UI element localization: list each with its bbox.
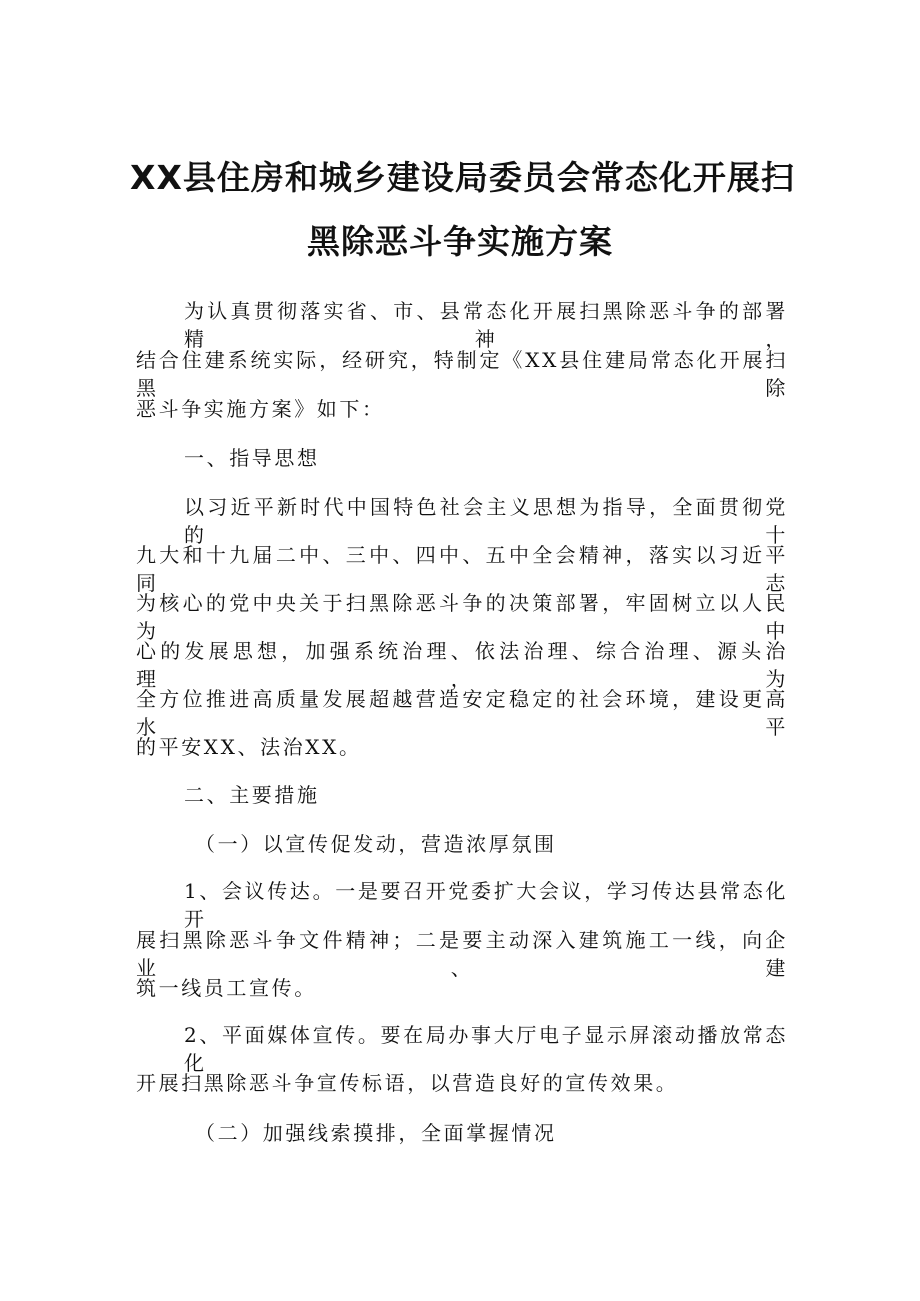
section-heading-guiding-ideology: 一、指导思想 — [184, 446, 320, 470]
measure-2-line-2: 开展扫黑除恶斗争宣传标语，以营造良好的宣传效果。 — [136, 1071, 679, 1095]
subsection-heading-1: （一）以宣传促发动，营造浓厚氛围 — [195, 832, 557, 856]
intro-line-3: 恶斗争实施方案》如下： — [136, 397, 385, 421]
measure-1-line-1: 1、会议传达。一是要召开党委扩大会议，学习传达县常态化开 — [184, 879, 788, 931]
measure-2-line-1: 2、平面媒体宣传。要在局办事大厅电子显示屏滚动播放常态化 — [184, 1023, 788, 1075]
title-line-2: 黑除恶斗争实施方案 — [307, 222, 613, 261]
title-line-1: XX县住房和城乡建设局委员会常态化开展扫 — [130, 158, 795, 197]
subsection-heading-2: （二）加强线索摸排，全面掌握情况 — [195, 1121, 557, 1145]
guiding-line-5: 全方位推进高质量发展超越营造安定稳定的社会环境，建设更高水平 — [136, 687, 788, 739]
intro-line-1: 为认真贯彻落实省、市、县常态化开展扫黑除恶斗争的部署精神， — [184, 299, 788, 351]
measure-1-line-2: 展扫黑除恶斗争文件精神；二是要主动深入建筑施工一线，向企业、建 — [136, 928, 788, 980]
guiding-line-6: 的平安XX、法治XX。 — [136, 735, 362, 759]
guiding-line-1: 以习近平新时代中国特色社会主义思想为指导，全面贯彻党的十 — [184, 495, 788, 547]
guiding-line-3: 为核心的党中央关于扫黑除恶斗争的决策部署，牢固树立以人民为中 — [136, 591, 788, 643]
document-title — [130, 146, 795, 274]
guiding-line-2: 九大和十九届二中、三中、四中、五中全会精神，落实以习近平同志 — [136, 543, 788, 595]
guiding-line-4: 心的发展思想，加强系统治理、依法治理、综合治理、源头治理，为 — [136, 639, 788, 691]
measure-1-line-3: 筑一线员工宣传。 — [136, 976, 317, 1000]
section-heading-main-measures: 二、主要措施 — [184, 783, 320, 807]
intro-line-2: 结合住建系统实际，经研究，特制定《XX县住建局常态化开展扫黑除 — [136, 348, 788, 400]
